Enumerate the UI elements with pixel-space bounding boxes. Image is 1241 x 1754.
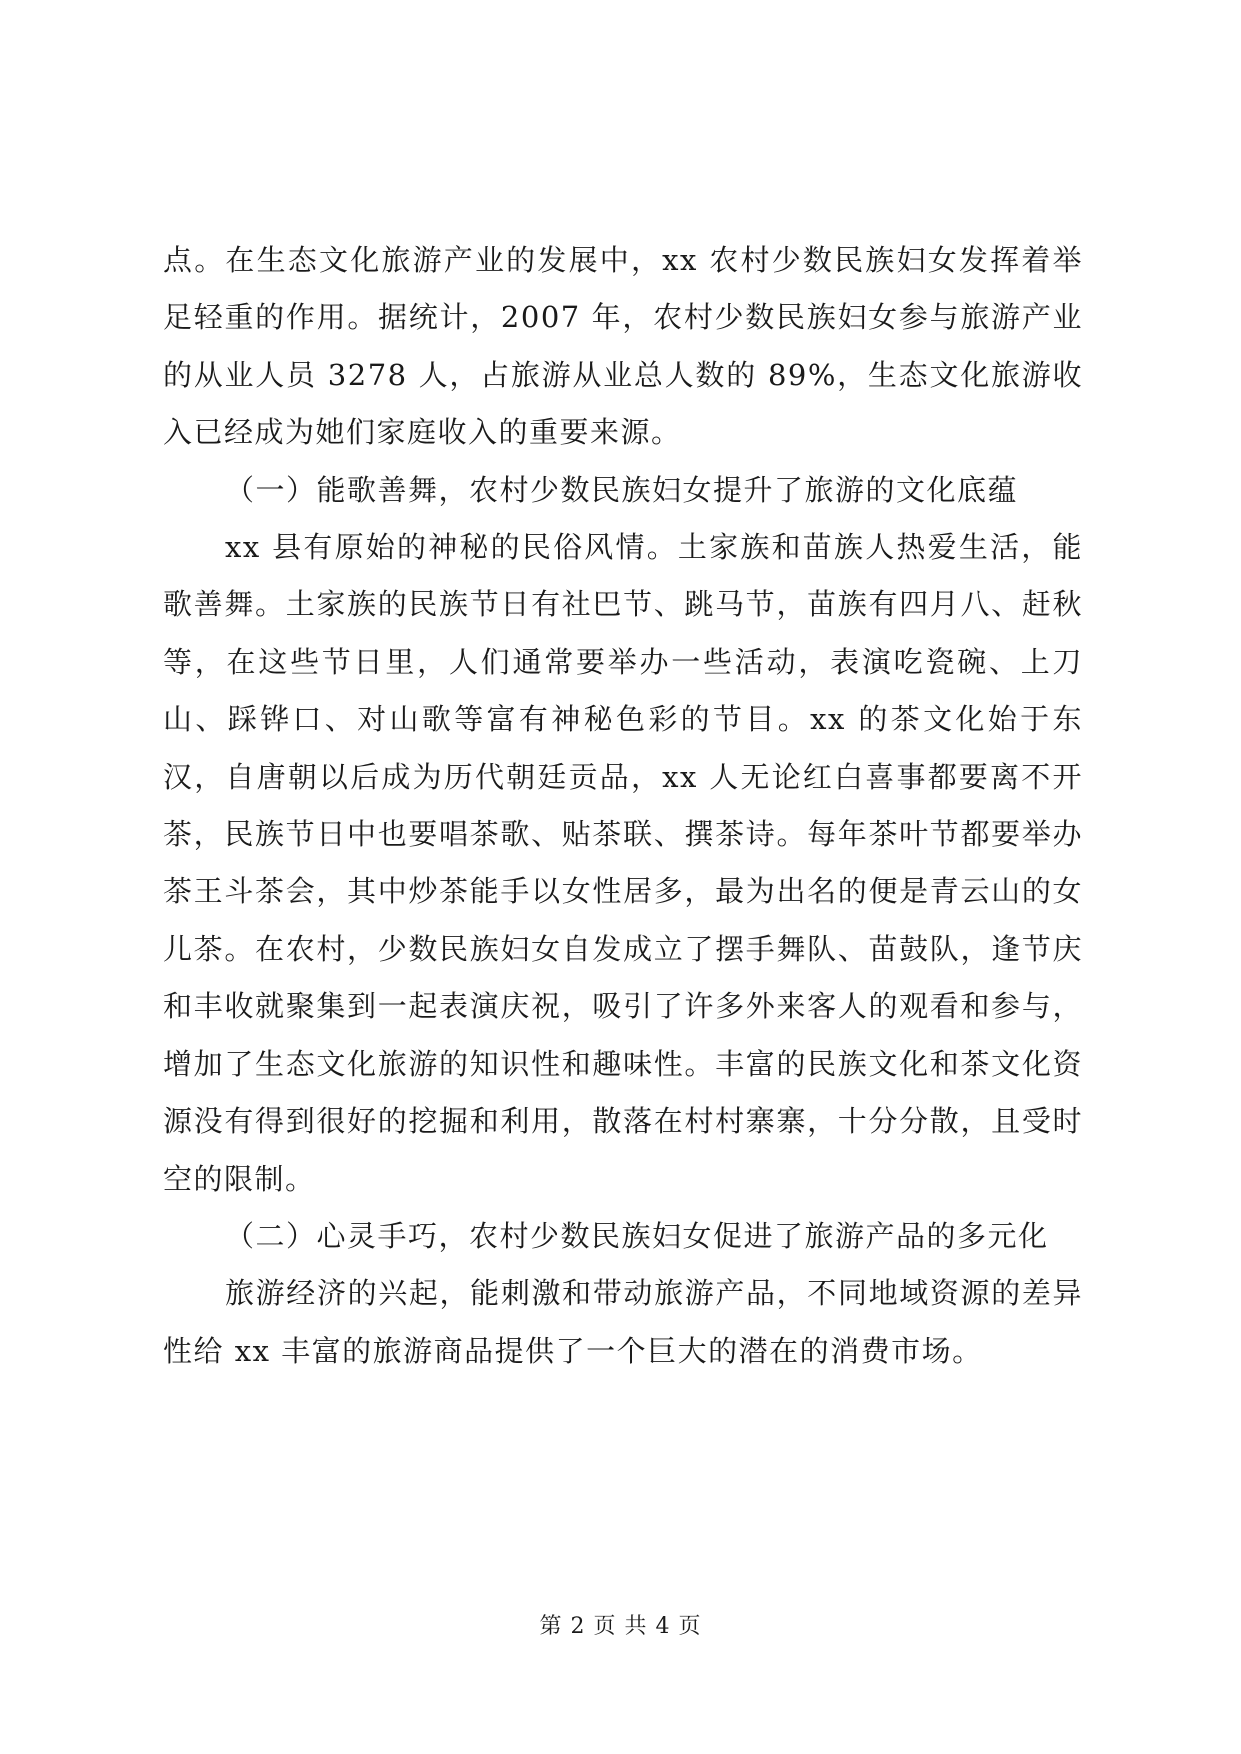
section-heading-1: （一）能歌善舞，农村少数民族妇女提升了旅游的文化底蕴 (225, 472, 1019, 507)
paragraph-body-2: 旅游经济的兴起，能刺激和带动旅游产品，不同地域资源的差异性给 xx 丰富的旅游商品提供了一个巨大的潜在的消费市场。 (163, 1276, 1083, 1368)
paragraph-body-1: xx 县有原始的神秘的民俗风情。土家族和苗族人热爱生活，能歌善舞。土家族的民族节日有社巴节、跳马节，苗族有四月八、赶秋等，在这些节日里，人们通常要举办一些活动，表演吃瓷碗、上刀山、踩铧口、对山歌等富有神秘色彩的节目。xx 的茶文化始于东汉，自唐朝以后成为历代朝廷贡品，xx 人无论红白喜事都要离不开茶，民族节日中也要唱茶歌、贴茶联、撰茶诗。每年茶叶节都要举办茶王斗茶会，其中炒茶能手以女性居多，最为出名的便是青云山的女儿茶。在农村，少数民族妇女自发成立了摆手舞队、苗鼓队，逢节庆和丰收就聚集到一起表演庆祝，吸引了许多外来客人的观看和参与，增加了生态文化旅游的知识性和趣味性。丰富的民族文化和茶文化资源没有得到很好的挖掘和利用，散落在村村寨寨，十分分散，且受时空的限制。 (163, 530, 1083, 1196)
section-heading-2: （二）心灵手巧，农村少数民族妇女促进了旅游产品的多元化 (225, 1218, 1049, 1253)
paragraph-continuation: 点。在生态文化旅游产业的发展中，xx 农村少数民族妇女发挥着举足轻重的作用。据统计，2007 年，农村少数民族妇女参与旅游产业的从业人员 3278 人，占旅游从业总人数的 89%，生态文化旅游收入已经成为她们家庭收入的重要来源。 (163, 243, 1083, 450)
document-body (163, 232, 1083, 1380)
page-number-footer: 第 2 页 共 4 页 (539, 1614, 702, 1639)
